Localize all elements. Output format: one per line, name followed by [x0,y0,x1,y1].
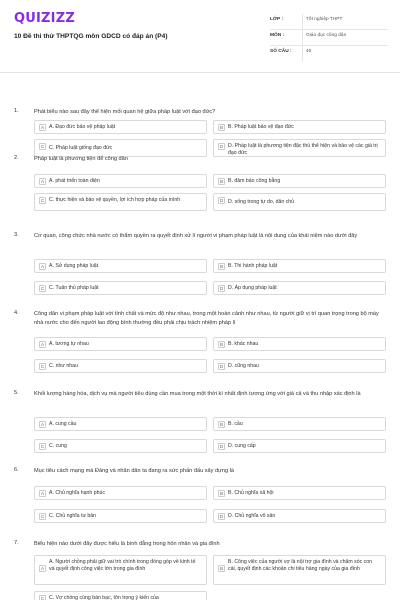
option-c[interactable] [34,439,207,453]
option-letter: A [40,491,45,496]
question-text: Công dân vi phạm pháp luật với tính chất và mức độ như nhau, trong một hoàn cảnh như nhau, từ người giữ vị trí quan trọng trong bộ máy nhà nước cho đến người lao động bình thường đều phải chịu trách nhiệm pháp lí [34,311,379,326]
meta-key: LỚP : [270,17,284,22]
option-d[interactable] [213,509,386,523]
meta-row-class [270,14,388,30]
option-d[interactable] [213,281,386,295]
option-a[interactable] [34,417,207,431]
option-c[interactable] [34,359,207,373]
option-letter: B [219,422,224,427]
option-d[interactable] [213,359,386,373]
question-text: Phát biểu nào sau đây thể hiện mối quan hệ giữa pháp luật với đạo đức? [34,109,216,115]
question-number: 5. [14,390,19,396]
option-a[interactable] [34,259,207,273]
quizizz-logo: QUIZIZZ [14,11,75,26]
meta-value: 40 [306,49,312,54]
option-letter: C [40,198,45,203]
option-c[interactable] [34,193,207,211]
option-b[interactable] [213,120,386,134]
question-text: Pháp luật là phương tiện để công dân [34,156,128,162]
option-letter: C [40,514,45,519]
option-letter: C [40,444,45,449]
meta-value: Giáo dục công dân [306,33,347,38]
option-text: C. như nhau [49,363,78,369]
option-letter: A [40,125,45,130]
option-letter: A [40,179,45,184]
meta-value: Tốt nghiệp THPT [306,17,343,22]
option-letter: B [219,264,224,269]
meta-table [270,14,388,62]
option-letter: D [219,198,224,203]
option-letter: C [40,286,45,291]
option-text: A. tương tự nhau [49,341,89,347]
option-a[interactable] [34,486,207,500]
option-letter: A [40,566,45,571]
option-letter: D [219,444,224,449]
option-text: A. Đạo đức bảo vệ pháp luật [49,124,116,130]
option-text: C. Pháp luật giống đạo đức [49,145,113,151]
option-c[interactable] [34,591,207,600]
option-letter: B [219,566,224,571]
question-text: Khối lượng hàng hóa, dịch vụ mà người tiêu dùng cần mua trong một thời kì nhất định tương ứng với giá cả và thu nhập xác định là [34,391,361,397]
option-text: A. Sử dụng pháp luật [49,263,99,269]
option-text: B. Thi hành pháp luật [228,263,278,269]
option-b[interactable] [213,174,386,188]
option-text: A. cung cầu [49,421,77,427]
meta-divider [302,30,303,45]
option-b[interactable] [213,486,386,500]
option-text: B. khác nhau [228,341,259,347]
option-b[interactable] [213,337,386,351]
question-text: Mục tiêu cách mạng mà Đảng và nhân dân ta đang ra sức phấn đấu xây dựng là [34,468,234,474]
meta-divider [302,14,303,29]
option-text: D. cũng nhau [228,363,259,369]
option-b[interactable] [213,259,386,273]
option-a[interactable] [34,555,207,585]
option-letter: C [40,364,45,369]
option-letter: B [219,342,224,347]
page-title: 10 Đề thi thử THPTQG môn GDCD có đáp án (P4) [14,33,168,40]
question-number: 2. [14,155,19,161]
option-text: B. Công việc của người vợ là nội trợ gia đình và chăm sóc con cái, quyết định các khoản chi tiêu hàng ngày của gia đình [228,559,373,572]
option-text: D. Áp dụng pháp luật [228,285,277,291]
option-letter: B [219,125,224,130]
meta-divider [302,46,303,62]
option-text: D. Chủ nghĩa vô sản [228,513,276,519]
option-letter: B [219,179,224,184]
option-text: D. cung cấp [228,443,256,449]
option-text: C. Chủ nghĩa tư bản [49,513,97,519]
option-letter: D [219,514,224,519]
question-number: 3. [14,232,19,238]
option-text: D. sống trong tự do, dân chủ [228,199,295,205]
header-divider [0,72,400,73]
option-text: C. thực hiện và bảo vệ quyền, lợi ích hợp pháp của mình [49,197,181,203]
worksheet-header [0,0,400,72]
option-b[interactable] [213,417,386,431]
question-number: 7. [14,540,19,546]
option-letter: B [219,491,224,496]
meta-key: SỐ CÂU : [270,49,292,54]
option-a[interactable] [34,174,207,188]
option-c[interactable] [34,509,207,523]
option-a[interactable] [34,120,207,134]
option-text: B. Pháp luật bảo vệ đạo đức [228,124,294,130]
option-text: B. cầu [228,421,243,427]
option-text: B. đảm bảo công bằng [228,178,281,184]
option-d[interactable] [213,439,386,453]
option-letter: A [40,342,45,347]
meta-key: MÔN : [270,33,285,38]
option-letter: A [40,422,45,427]
option-letter: D [219,144,224,149]
option-text: B. Chủ nghĩa xã hội [228,490,274,496]
option-letter: C [40,596,45,600]
option-text: C. Vợ chồng cùng bàn bạc, tôn trọng ý kiến của [49,595,159,600]
option-letter: C [40,144,45,149]
option-letter: D [219,286,224,291]
question-number: 6. [14,467,19,473]
option-text: C. cung [49,443,67,449]
option-b[interactable] [213,555,386,585]
option-a[interactable] [34,337,207,351]
option-c[interactable] [34,281,207,295]
option-text: A. phát triển toàn diện [49,178,100,184]
question-number: 4. [14,310,19,316]
option-letter: D [219,364,224,369]
question-text: Cơ quan, công chức nhà nước có thẩm quyền ra quyết định xử lí người vi phạm pháp luật là nội dung của khái niệm nào dưới đây [34,233,358,239]
option-text: A. Chủ nghĩa hạnh phúc [49,490,105,496]
option-d[interactable] [213,193,386,211]
meta-row-subject [270,30,388,46]
option-letter: A [40,264,45,269]
option-text: D. Pháp luật là phương tiện đặc thù thể hiện và bảo vệ các giá trị đạo đức [228,143,378,156]
option-text: A. Người chồng phải giữ vai trò chính trong đóng góp về kinh tế và quyết định công việc lớn trong gia đình [49,559,196,572]
meta-row-question-count [270,46,388,62]
question-number: 1. [14,108,19,114]
option-text: C. Tuân thủ pháp luật [49,285,99,291]
question-text: Biểu hiện nào dưới đây được hiểu là bình đẳng trong hôn nhân và gia đình [34,541,220,547]
